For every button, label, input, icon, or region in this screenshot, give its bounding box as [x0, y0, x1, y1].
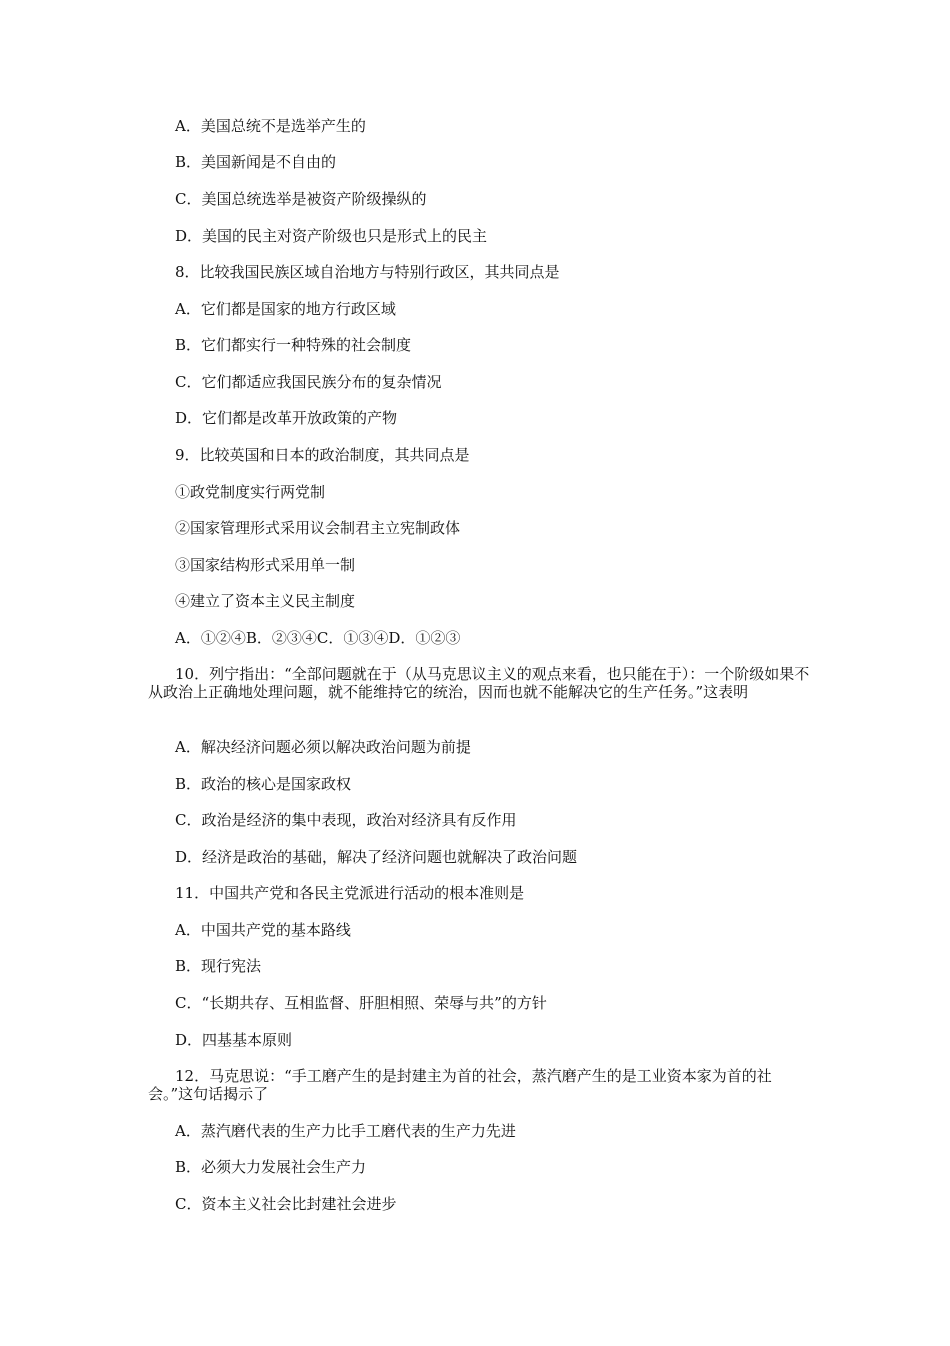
q7-option-a: A．美国总统不是选举产生的 [175, 117, 366, 135]
q7-option-c: C．美国总统选举是被资产阶级操纵的 [175, 190, 427, 208]
q11-option-d: D．四基基本原则 [175, 1031, 293, 1049]
q9-statement-4: ④建立了资本主义民主制度 [175, 592, 356, 610]
q12-option-a: A．蒸汽磨代表的生产力比手工磨代表的生产力先进 [175, 1122, 516, 1140]
q8-stem: 8．比较我国民族区域自治地方与特别行政区，其共同点是 [175, 263, 560, 281]
q9-statement-1: ①政党制度实行两党制 [175, 483, 326, 501]
q11-option-a: A．中国共产党的基本路线 [175, 921, 351, 939]
q12-option-b: B．必须大力发展社会生产力 [175, 1158, 367, 1176]
q11-stem: 11．中国共产党和各民主党派进行活动的根本准则是 [175, 884, 525, 902]
q10-option-c: C．政治是经济的集中表现，政治对经济具有反作用 [175, 811, 517, 829]
q8-option-b: B．它们都实行一种特殊的社会制度 [175, 336, 412, 354]
q11-option-b: B．现行宪法 [175, 957, 262, 975]
q10-option-d: D．经济是政治的基础，解决了经济问题也就解决了政治问题 [175, 848, 578, 866]
q12-option-c: C．资本主义社会比封建社会进步 [175, 1195, 397, 1213]
q10-option-a: A．解决经济问题必须以解决政治问题为前提 [175, 738, 471, 756]
q7-option-b: B．美国新闻是不自由的 [175, 153, 337, 171]
q11-option-c: C．“长期共存、互相监督、肝胆相照、荣辱与共”的方针 [175, 994, 547, 1012]
q8-option-d: D．它们都是改革开放政策的产物 [175, 409, 398, 427]
q9-options: A．①②④B．②③④C．①③④D．①②③ [175, 629, 461, 647]
q9-statement-3: ③国家结构形式采用单一制 [175, 556, 356, 574]
q8-option-c: C．它们都适应我国民族分布的复杂情况 [175, 373, 442, 391]
q12-stem: 12．马克思说：“手工磨产生的是封建主为首的社会，蒸汽磨产生的是工业资本家为首的社会。”这句话揭示了 [148, 1067, 772, 1103]
q9-statement-2: ②国家管理形式采用议会制君主立宪制政体 [175, 519, 461, 537]
q10-stem: 10．列宁指出：“全部问题就在于（从马克思议主义的观点来看，也只能在于）：一个阶级如果不从政治上正确地处理问题，就不能维持它的统治，因而也就不能解决它的生产任务。”这表明 [148, 665, 810, 701]
q7-option-d: D．美国的民主对资产阶级也只是形式上的民主 [175, 227, 488, 245]
q10-option-b: B．政治的核心是国家政权 [175, 775, 352, 793]
q8-option-a: A．它们都是国家的地方行政区域 [175, 300, 396, 318]
q9-stem: 9．比较英国和日本的政治制度，其共同点是 [175, 446, 470, 464]
